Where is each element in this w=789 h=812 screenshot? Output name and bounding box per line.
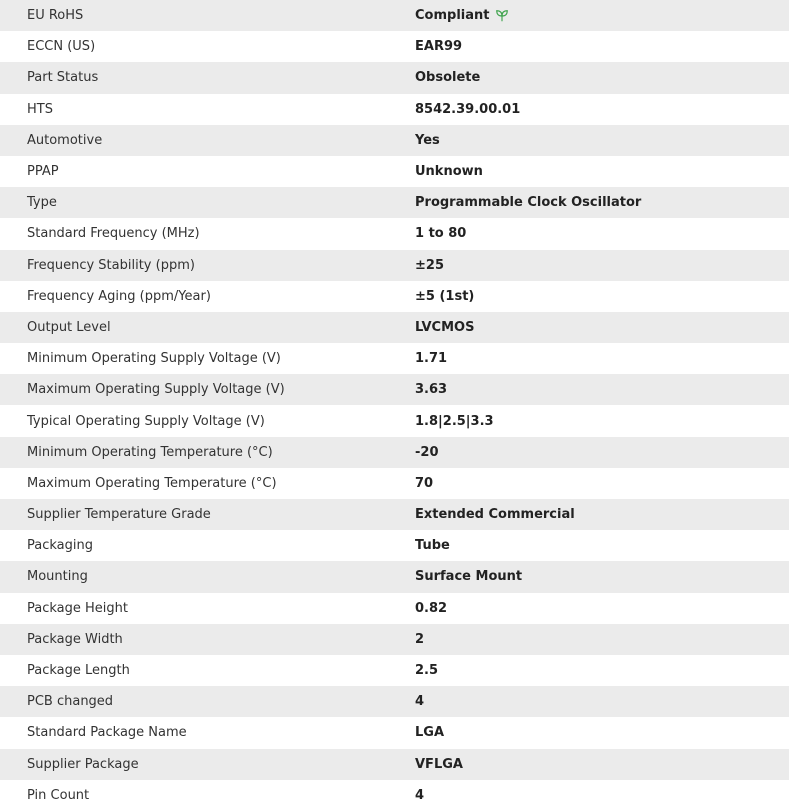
spec-attribute-name: Supplier Temperature Grade: [27, 507, 211, 523]
spec-attribute-value-cell: [415, 780, 789, 811]
spec-row: [0, 312, 789, 343]
spec-attribute-value: Tube: [415, 538, 450, 554]
spec-row: [0, 499, 789, 530]
spec-attribute-value-cell: [415, 717, 789, 748]
spec-attribute-name: Standard Package Name: [27, 725, 187, 741]
spec-attribute-name: EU RoHS: [27, 8, 84, 24]
spec-row: [0, 686, 789, 717]
spec-attribute-value: ±25: [415, 257, 444, 273]
spec-attribute-value: Surface Mount: [415, 569, 523, 585]
spec-attribute-value: Extended Commercial: [415, 507, 575, 523]
spec-row: [0, 218, 789, 249]
spec-attribute-value: LGA: [415, 725, 445, 741]
spec-attribute-value-cell: [415, 125, 789, 156]
spec-attribute-name: Pin Count: [27, 787, 90, 803]
spec-attribute-value-cell: [415, 62, 789, 93]
spec-attribute-value: 1.71: [415, 351, 448, 367]
spec-attribute-value: Compliant: [415, 8, 490, 24]
spec-attribute-value-cell: [415, 499, 789, 530]
spec-row: [0, 156, 789, 187]
spec-attribute-name: Frequency Aging (ppm/Year): [27, 288, 211, 304]
spec-row: [0, 593, 789, 624]
spec-attribute-value-cell: [415, 156, 789, 187]
spec-attribute-value: Yes: [415, 132, 440, 148]
spec-attribute-value-cell: [415, 218, 789, 249]
spec-attribute-name: Typical Operating Supply Voltage (V): [27, 413, 265, 429]
spec-attribute-value: 2: [415, 631, 425, 647]
spec-row: [0, 655, 789, 686]
spec-attribute-value-cell: [415, 405, 789, 436]
spec-attribute-name: Automotive: [27, 132, 103, 148]
spec-attribute-value-cell: [415, 343, 789, 374]
spec-attribute-value: 3.63: [415, 382, 448, 398]
spec-attribute-value-cell: [415, 624, 789, 655]
spec-attribute-value: 4: [415, 694, 425, 710]
spec-row: [0, 281, 789, 312]
spec-attribute-name: Frequency Stability (ppm): [27, 257, 195, 273]
spec-attribute-value-cell: [415, 94, 789, 125]
spec-attribute-value-cell: [415, 374, 789, 405]
spec-attribute-value: -20: [415, 444, 439, 460]
spec-attribute-value: 70: [415, 475, 434, 491]
spec-attribute-value-cell: [415, 312, 789, 343]
spec-attribute-name: Standard Frequency (MHz): [27, 226, 200, 242]
spec-attribute-value: EAR99: [415, 39, 463, 55]
spec-attribute-value: 0.82: [415, 600, 448, 616]
spec-attribute-name: Maximum Operating Supply Voltage (V): [27, 382, 285, 398]
spec-attribute-name: Packaging: [27, 538, 93, 554]
spec-attribute-value: 8542.39.00.01: [415, 101, 521, 117]
spec-attribute-value-cell: [415, 561, 789, 592]
spec-row: [0, 31, 789, 62]
spec-attribute-name: Package Width: [27, 631, 123, 647]
spec-attribute-value: Unknown: [415, 164, 483, 180]
spec-row: [0, 62, 789, 93]
spec-attribute-value: 1.8|2.5|3.3: [415, 413, 494, 429]
spec-attribute-name: Minimum Operating Temperature (°C): [27, 444, 273, 460]
spec-attribute-value-cell: [415, 686, 789, 717]
spec-row: [0, 125, 789, 156]
spec-attribute-value: 1 to 80: [415, 226, 467, 242]
spec-attribute-value: 2.5: [415, 663, 439, 679]
spec-attribute-value-cell: [415, 749, 789, 780]
spec-attribute-value: Obsolete: [415, 70, 481, 86]
spec-row: [0, 343, 789, 374]
spec-row: [0, 94, 789, 125]
spec-attribute-value: LVCMOS: [415, 319, 475, 335]
spec-row: [0, 405, 789, 436]
spec-row: [0, 468, 789, 499]
spec-row: [0, 187, 789, 218]
spec-attribute-value-cell: [415, 530, 789, 561]
spec-attribute-value: 4: [415, 787, 425, 803]
spec-attribute-name: Output Level: [27, 319, 111, 335]
spec-attribute-name: ECCN (US): [27, 39, 96, 55]
spec-row: [0, 0, 789, 31]
spec-attribute-value-cell: [415, 250, 789, 281]
spec-attribute-value-cell: [415, 187, 789, 218]
spec-row: [0, 250, 789, 281]
spec-attribute-name: PCB changed: [27, 694, 114, 710]
spec-row: [0, 624, 789, 655]
spec-row: [0, 530, 789, 561]
spec-attribute-name: Supplier Package: [27, 756, 139, 772]
spec-attribute-name: Minimum Operating Supply Voltage (V): [27, 351, 281, 367]
spec-attribute-name: Maximum Operating Temperature (°C): [27, 475, 277, 491]
spec-attribute-value-cell: [415, 31, 789, 62]
spec-row: [0, 717, 789, 748]
spec-attribute-name: Package Length: [27, 663, 130, 679]
spec-attribute-value-cell: [415, 437, 789, 468]
spec-attribute-name: HTS: [27, 101, 53, 117]
spec-attribute-value: VFLGA: [415, 756, 463, 772]
spec-attribute-value-cell: [415, 281, 789, 312]
spec-attribute-value-cell: [415, 468, 789, 499]
spec-row: [0, 437, 789, 468]
spec-row: [0, 749, 789, 780]
spec-attribute-name: Type: [27, 195, 57, 211]
spec-attribute-value-cell: [415, 655, 789, 686]
spec-attribute-name: Mounting: [27, 569, 88, 585]
spec-row: [0, 374, 789, 405]
spec-attribute-value-cell: [415, 0, 789, 31]
spec-attribute-value: ±5 (1st): [415, 288, 475, 304]
spec-row: [0, 780, 789, 811]
spec-attribute-value: Programmable Clock Oscillator: [415, 195, 642, 211]
spec-row: [0, 561, 789, 592]
spec-attribute-name: Part Status: [27, 70, 99, 86]
spec-attribute-name: Package Height: [27, 600, 128, 616]
spec-attribute-value-cell: [415, 593, 789, 624]
leaf-icon: [495, 9, 509, 23]
spec-attribute-name: PPAP: [27, 164, 59, 180]
